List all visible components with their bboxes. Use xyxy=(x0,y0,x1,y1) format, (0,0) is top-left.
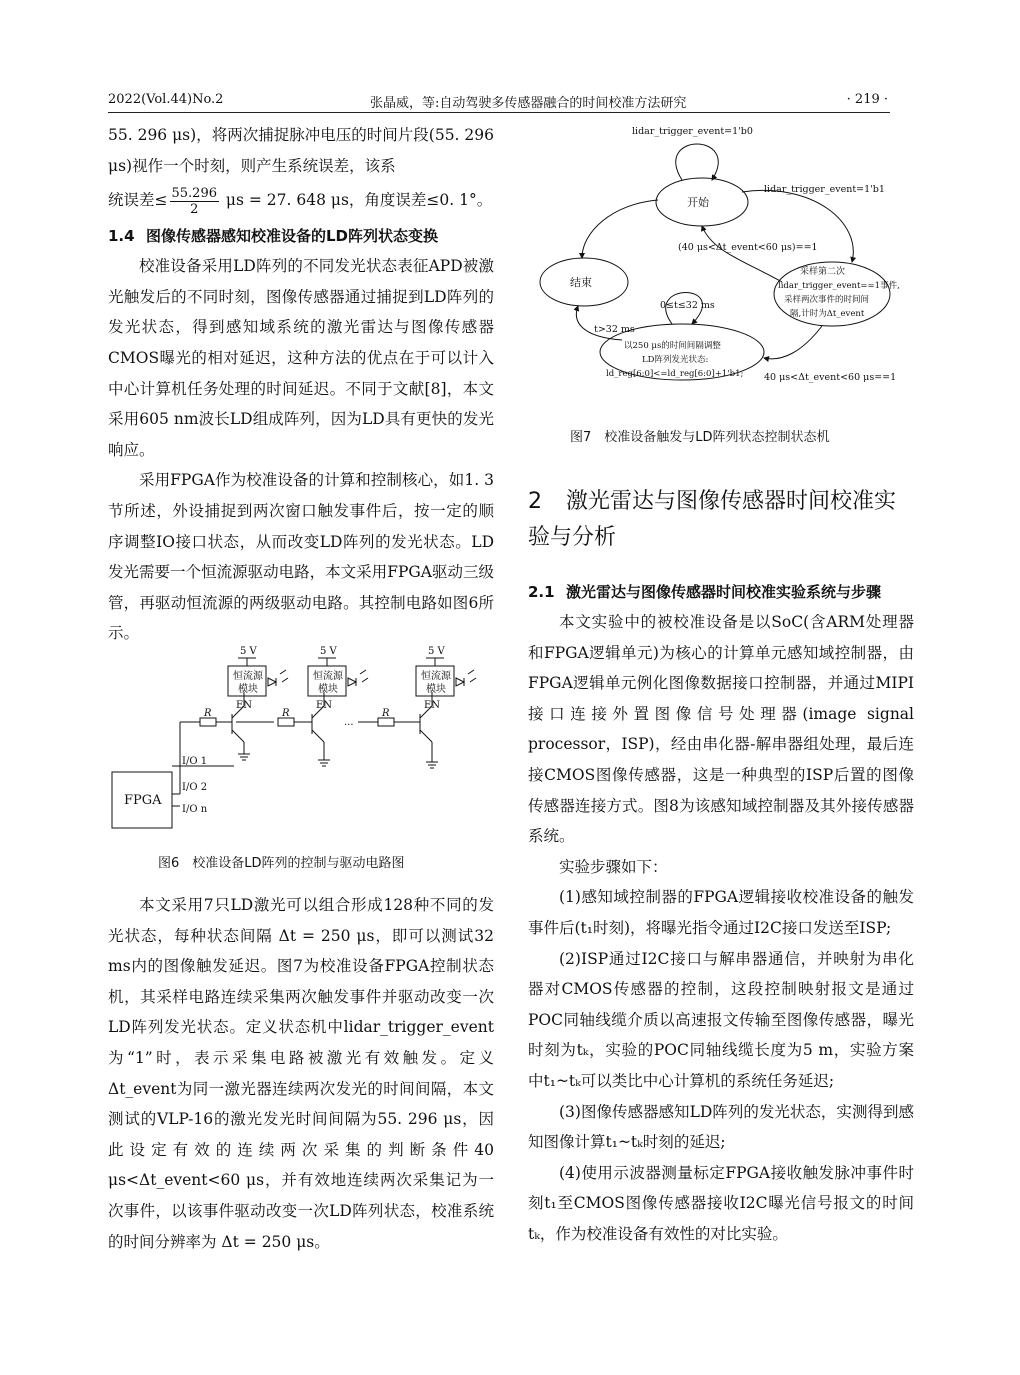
module-1-line2: 模块 xyxy=(238,684,258,695)
led-1 xyxy=(268,678,276,686)
fig7-sample-line2: lidar_trigger_event==1事件, xyxy=(778,281,900,291)
fig7-cond-b: 40 μs<Δt_event<60 μs==1 xyxy=(764,372,897,383)
section-title: 图像传感器感知校准设备的LD阵列状态变换 xyxy=(146,227,439,246)
subsection-number: 2.1 xyxy=(528,583,555,601)
step-3: (3)图像传感器感知LD阵列的发光状态，实测得到感知图像计算t₁~tₖ时刻的延迟; xyxy=(528,1102,914,1152)
fig7-adjust-line2: LD阵列发光状态: xyxy=(642,355,709,365)
paragraph: 本文采用7只LD激光可以组合形成128种不同的发光状态，每种状态间隔 Δt = 250 μs，即可以测试32 ms内的图像触发延迟。图7为校准设备FPGA控制状态机，其采样电路连续采集两次触发事件并驱动改变一次LD阵列发光状态。定义状态机中lidar_trigger_event为“1”时，表示采集电路被激光有效触发。定义Δt_event为同一激光器连续两次发光的时间间隔，本文测试的VLP-16的激光发光时间间隔为55. 296 μs，因此设定有效的连续两次采集的判断条件40 μs<Δt_event<60 μs，并有效地连续两次采集记为一次事件，以该事件驱动改变一次LD阵列状态，校准系统的时间分辨率为 Δt = 250 μs。 xyxy=(108,896,494,1251)
fig7-start-label: 开始 xyxy=(687,196,709,209)
continued-paragraph: 55. 296 μs)，将两次捕捉脉冲电压的时间片段(55. 296 μs)视作一个时刻，则产生系统误差，该系 xyxy=(108,126,494,175)
figure6-caption: 图6 校准设备LD阵列的控制与驱动电路图 xyxy=(158,856,405,871)
resistor-label-3: R xyxy=(382,708,390,719)
supply-label-3: 5 V xyxy=(428,646,445,657)
figure7-state-machine xyxy=(532,122,922,392)
fig7-adjust-line3: ld_reg[6:0]<=ld_reg[6:0]+1'b1; xyxy=(606,369,744,379)
section-heading-1-4 xyxy=(108,221,494,251)
left-column-lower xyxy=(108,890,494,1257)
en-label-3: EN xyxy=(424,700,441,711)
resistor-3 xyxy=(378,718,394,726)
page-number: · 219 · xyxy=(846,92,888,107)
fig7-sample-line4: 隔,计时为Δt_event xyxy=(790,309,865,319)
section-heading-2-1 xyxy=(528,577,914,607)
running-header-title: 张晶威，等:自动驾驶多传感器融合的时间校准方法研究 xyxy=(370,96,687,111)
paragraph: 采用FPGA作为校准设备的计算和控制核心，如1. 3节所述，外设捕捉到两次窗口触发事件后，按一定的顺序调整IO接口状态，从而改变LD阵列的发光状态。LD发光需要一个恒流源驱动电路，本文采用FPGA驱动三级管，再驱动恒流源的两级驱动电路。其控制电路如图6所示。 xyxy=(108,471,494,643)
resistor-1 xyxy=(200,718,216,726)
section-number: 1.4 xyxy=(108,227,135,246)
figure6-circuit-diagram xyxy=(108,644,498,834)
resistor-label-1: R xyxy=(204,708,212,719)
module-1-line1: 恒流源 xyxy=(233,671,263,682)
step-2: (2)ISP通过I2C接口与解串器通信，并映射为串化器对CMOS传感器的控制，这段控制映射报文是通过POC同轴线缆介质以高速报文传输至图像传感器，曝光时刻为tₖ，实验的POC同轴线缆长度为5 m，实验方案中t₁~tₖ可以类比中心计算机的系统任务延迟; xyxy=(528,949,914,1090)
resistor-2 xyxy=(278,718,294,726)
ellipsis: ··· xyxy=(344,720,354,731)
fig7-sample-line3: 采样两次事件的时间间 xyxy=(784,295,870,305)
right-column xyxy=(528,575,914,1249)
step-1: (1)感知域控制器的FPGA逻辑接收校准设备的触发事件后(t₁时刻)，将曝光指令通过I2C接口发送至ISP; xyxy=(528,888,914,937)
fig7-cond-a: (40 μs<Δt_event<60 μs)==1 xyxy=(678,242,818,253)
io2-label: I/O 2 xyxy=(182,782,208,793)
fig7-self-loop-label: lidar_trigger_event=1'b0 xyxy=(632,126,753,137)
running-header-issue: 2022(Vol.44)No.2 xyxy=(108,92,224,107)
resistor-label-2: R xyxy=(282,708,290,719)
io1-label: I/O 1 xyxy=(182,756,208,767)
fig7-adjust-line1: 以250 μs的时间间隔调整 xyxy=(624,341,721,351)
section-2-number: 2 xyxy=(528,489,542,514)
paragraph: 本文实验中的被校准设备是以SoC(含ARM处理器和FPGA逻辑单元)为核心的计算单元感知域控制器，由FPGA逻辑单元例化图像数据接口控制器，并通过MIPI接口连接外置图像信号处理器(image signal processor，ISP)，经由串化器-解串器组处理，最后连接CMOS图像传感器，这是一种典型的ISP后置的图像传感器连接方式。图8为该感知域控制器及其外接传感器系统。 xyxy=(528,613,914,846)
subsection-title: 激光雷达与图像传感器时间校准实验系统与步骤 xyxy=(566,583,882,601)
fraction xyxy=(170,186,220,217)
fig7-t-range: 0≤t≤32 ms xyxy=(660,300,715,311)
fig7-t-gt: t>32 ms xyxy=(594,324,635,335)
error-prefix: 统误差≤ xyxy=(108,191,168,210)
section-2-title: 激光雷达与图像传感器时间校准实验与分析 xyxy=(528,489,897,550)
section-heading-2 xyxy=(528,484,914,556)
en-label-1: EN xyxy=(236,700,253,711)
error-formula xyxy=(108,181,494,219)
fig7-trigger-label: lidar_trigger_event=1'b1 xyxy=(764,184,885,195)
module-2-line2: 模块 xyxy=(318,684,338,695)
fig7-sample-line1: 采样第二次 xyxy=(800,267,846,277)
led-2 xyxy=(348,678,356,686)
paragraph: 校准设备采用LD阵列的不同发光状态表征APD被激光触发后的不同时刻，图像传感器通过捕捉到LD阵列的发光状态，得到感知域系统的激光雷达与图像传感器CMOS曝光的相对延迟，这种方法的优点在于可以计入中心计算机任务处理的时间延迟。不同于文献[8]，本文采用605 nm波长LD组成阵列，因为LD具有更快的发光响应。 xyxy=(108,257,494,459)
module-3-line2: 模块 xyxy=(426,684,446,695)
fpga-label: FPGA xyxy=(124,793,162,808)
step-4: (4)使用示波器测量标定FPGA接收触发脉冲事件时刻t₁至CMOS图像传感器接收I2C曝光信号报文的时间tₖ，作为校准设备有效性的对比实验。 xyxy=(528,1163,914,1243)
left-column xyxy=(108,120,494,649)
module-2-line1: 恒流源 xyxy=(313,671,343,682)
led-3 xyxy=(456,678,464,686)
fraction-denominator: 2 xyxy=(190,201,199,217)
supply-label-1: 5 V xyxy=(240,646,257,657)
fig7-end-label: 结束 xyxy=(570,276,592,289)
fraction-numerator: 55.296 xyxy=(171,185,217,201)
module-3-line1: 恒流源 xyxy=(421,671,451,682)
paragraph: 实验步骤如下： xyxy=(559,857,668,876)
figure7-caption: 图7 校准设备触发与LD阵列状态控制状态机 xyxy=(570,430,830,445)
supply-label-2: 5 V xyxy=(320,646,337,657)
en-label-2: EN xyxy=(316,700,333,711)
header-rule xyxy=(108,112,890,113)
error-suffix: μs = 27. 648 μs，角度误差≤0. 1°。 xyxy=(221,191,493,210)
ion-label: I/O n xyxy=(182,804,208,815)
